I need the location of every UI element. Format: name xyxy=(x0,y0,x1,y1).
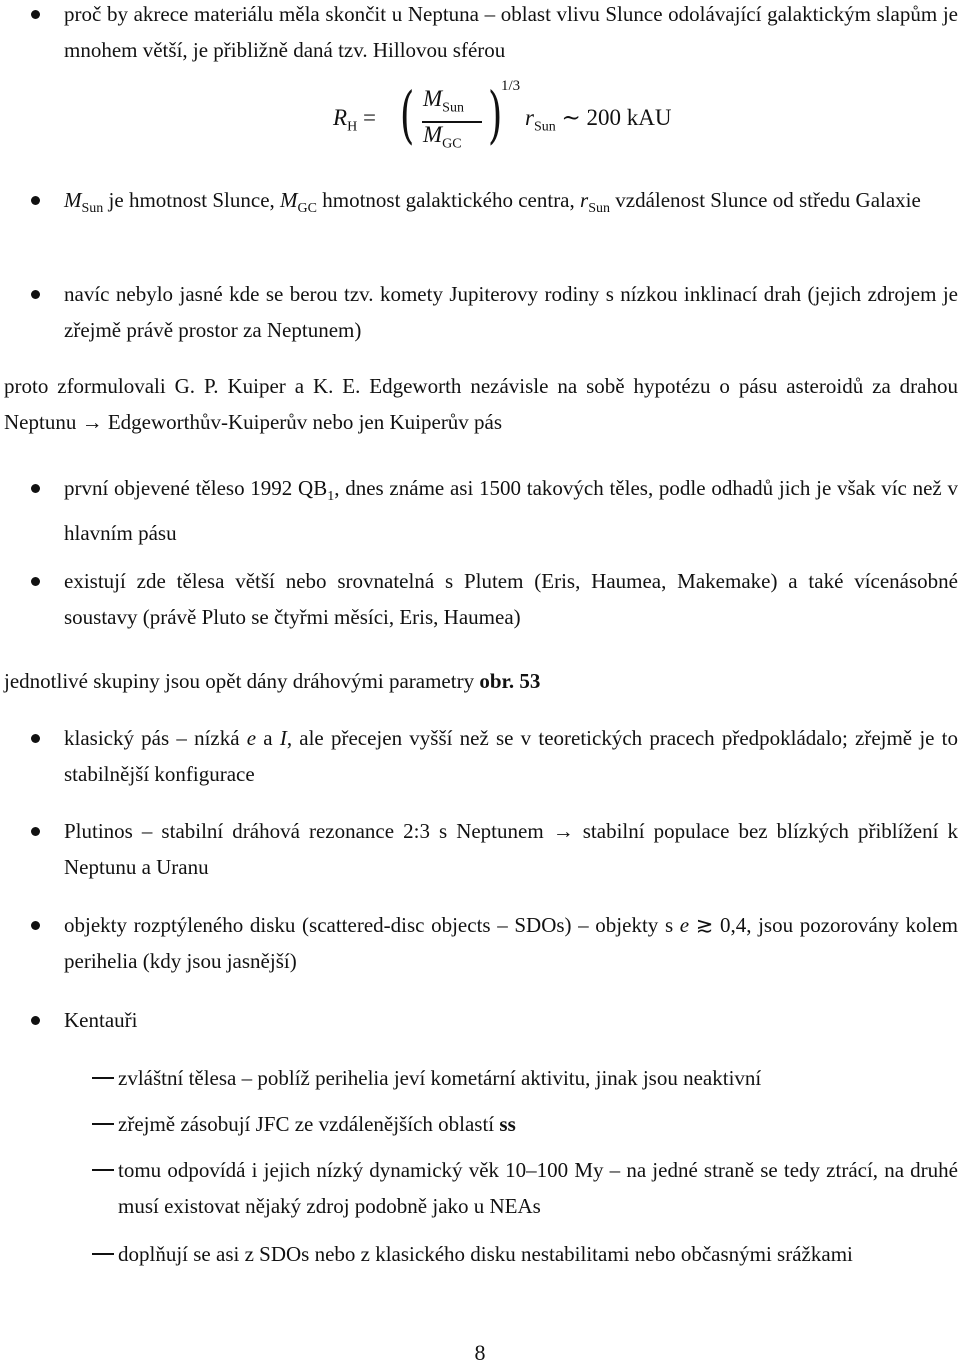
bullet-plutinos xyxy=(64,813,958,885)
dash-icon xyxy=(92,1169,114,1171)
bullet-text: existují zde tělesa větší nebo srovnatelná s Plutem (Eris, Haumea, Makemake) a také vícenásobné soustavy (právě Pluto se čtyřmi měsíci, Eris, Haumea) xyxy=(64,569,958,629)
hill-sphere-formula xyxy=(333,78,753,162)
bullet-classical-belt: klasický pás – nízká e a I, ale přecejen vyšší než se v teoretických pracech předpokládalo; zřejmě je to stabilnější konfigurace xyxy=(64,720,958,792)
formula-denominator: $M_{GC}$ xyxy=(423,122,462,152)
bullet-dot-icon xyxy=(31,734,40,743)
bullet-dot-icon xyxy=(31,10,40,19)
bullet-sdos: objekty rozptýleného disku (scattered-disc objects – SDOs) – objekty s e ≳ 0,4, jsou pozorovány kolem perihelia (kdy jsou jasnější) xyxy=(64,907,958,979)
page-number: 8 xyxy=(474,1340,486,1365)
bullet-text: Kentauři xyxy=(64,1008,138,1032)
bullet-dot-icon xyxy=(31,921,40,930)
formula-lhs: $R_H$ = xyxy=(333,105,376,135)
bullet-first-object: první objevené těleso 1992 $QB_1$, dnes známe asi 1500 takových těles, podle odhadů jich je však víc než v hlavním pásu xyxy=(64,470,958,551)
left-paren: ( xyxy=(399,78,415,151)
subitem-dynamic-age xyxy=(118,1152,958,1224)
bullet-dot-icon xyxy=(31,1016,40,1025)
bullet-centaurs xyxy=(64,1002,958,1038)
bullet-dot-icon xyxy=(31,577,40,586)
dash-icon xyxy=(92,1253,114,1255)
bullet-hill-sphere xyxy=(64,0,958,68)
dash-icon xyxy=(92,1077,114,1079)
figure-reference: obr. 53 xyxy=(479,669,541,693)
bullet-large-bodies xyxy=(64,563,958,635)
paragraph-groups: jednotlivé skupiny jsou opět dány dráhovými parametry obr. 53 xyxy=(4,669,541,693)
subitem-activity xyxy=(118,1060,958,1096)
bullet-text: proč by akrece materiálu měla skončit u Neptuna – oblast vlivu Slunce odolávající galaktickým slapům je mnohem větší, je přibližně daná tzv. Hillovou sférou xyxy=(64,2,958,62)
bullet-dot-icon xyxy=(31,484,40,493)
subitem-jfc-source: zřejmě zásobují JFC ze vzdálenějších oblastí ss xyxy=(118,1106,958,1142)
subitem-replenish xyxy=(118,1236,958,1272)
bullet-jupiter-family xyxy=(64,276,958,348)
bullet-dot-icon xyxy=(31,290,40,299)
bullet-dot-icon xyxy=(31,196,40,205)
bullet-definitions: $M_{Sun}$ je hmotnost Slunce, $M_{GC}$ hmotnost galaktického centra, $r_{Sun}$ vzdálenost Slunce od středu Galaxie xyxy=(64,182,958,227)
subitem-text: zvláštní tělesa – poblíž perihelia jeví kometární aktivitu, jinak jsou neaktivní xyxy=(118,1066,762,1090)
formula-numerator: $M_{Sun}$ xyxy=(423,86,464,116)
subitem-text: tomu odpovídá i jejich nízký dynamický věk 10–100 My – na jedné straně se tedy ztrácí, na druhé musí existovat nějaký zdroj podobně jako u NEAs xyxy=(118,1158,958,1218)
subitem-text: doplňují se asi z SDOs nebo z klasického disku nestabilitami nebo občasnými srážkami xyxy=(118,1242,853,1266)
formula-exponent: 1/3 xyxy=(501,78,521,94)
bullet-dot-icon xyxy=(31,827,40,836)
bullet-text: Plutinos – stabilní dráhová rezonance 2:3 s Neptunem → stabilní populace bez blízkých přiblížení k Neptunu a Uranu xyxy=(64,819,958,879)
paragraph-kuiper-hypothesis: proto zformulovali G. P. Kuiper a K. E. Edgeworth nezávisle na sobě hypotézu o pásu asteroidů za drahou Neptunu → Edgeworthův-Kuiperův nebo jen Kuiperův pás xyxy=(4,374,958,434)
right-paren: ) xyxy=(487,78,503,151)
formula-rhs: $r_{Sun}$ ∼ 200 kAU xyxy=(525,105,672,135)
bullet-text: navíc nebylo jasné kde se berou tzv. komety Jupiterovy rodiny s nízkou inklinací drah (jejich zdrojem je zřejmě právě prostor za Neptunem) xyxy=(64,282,958,342)
dash-icon xyxy=(92,1123,114,1125)
